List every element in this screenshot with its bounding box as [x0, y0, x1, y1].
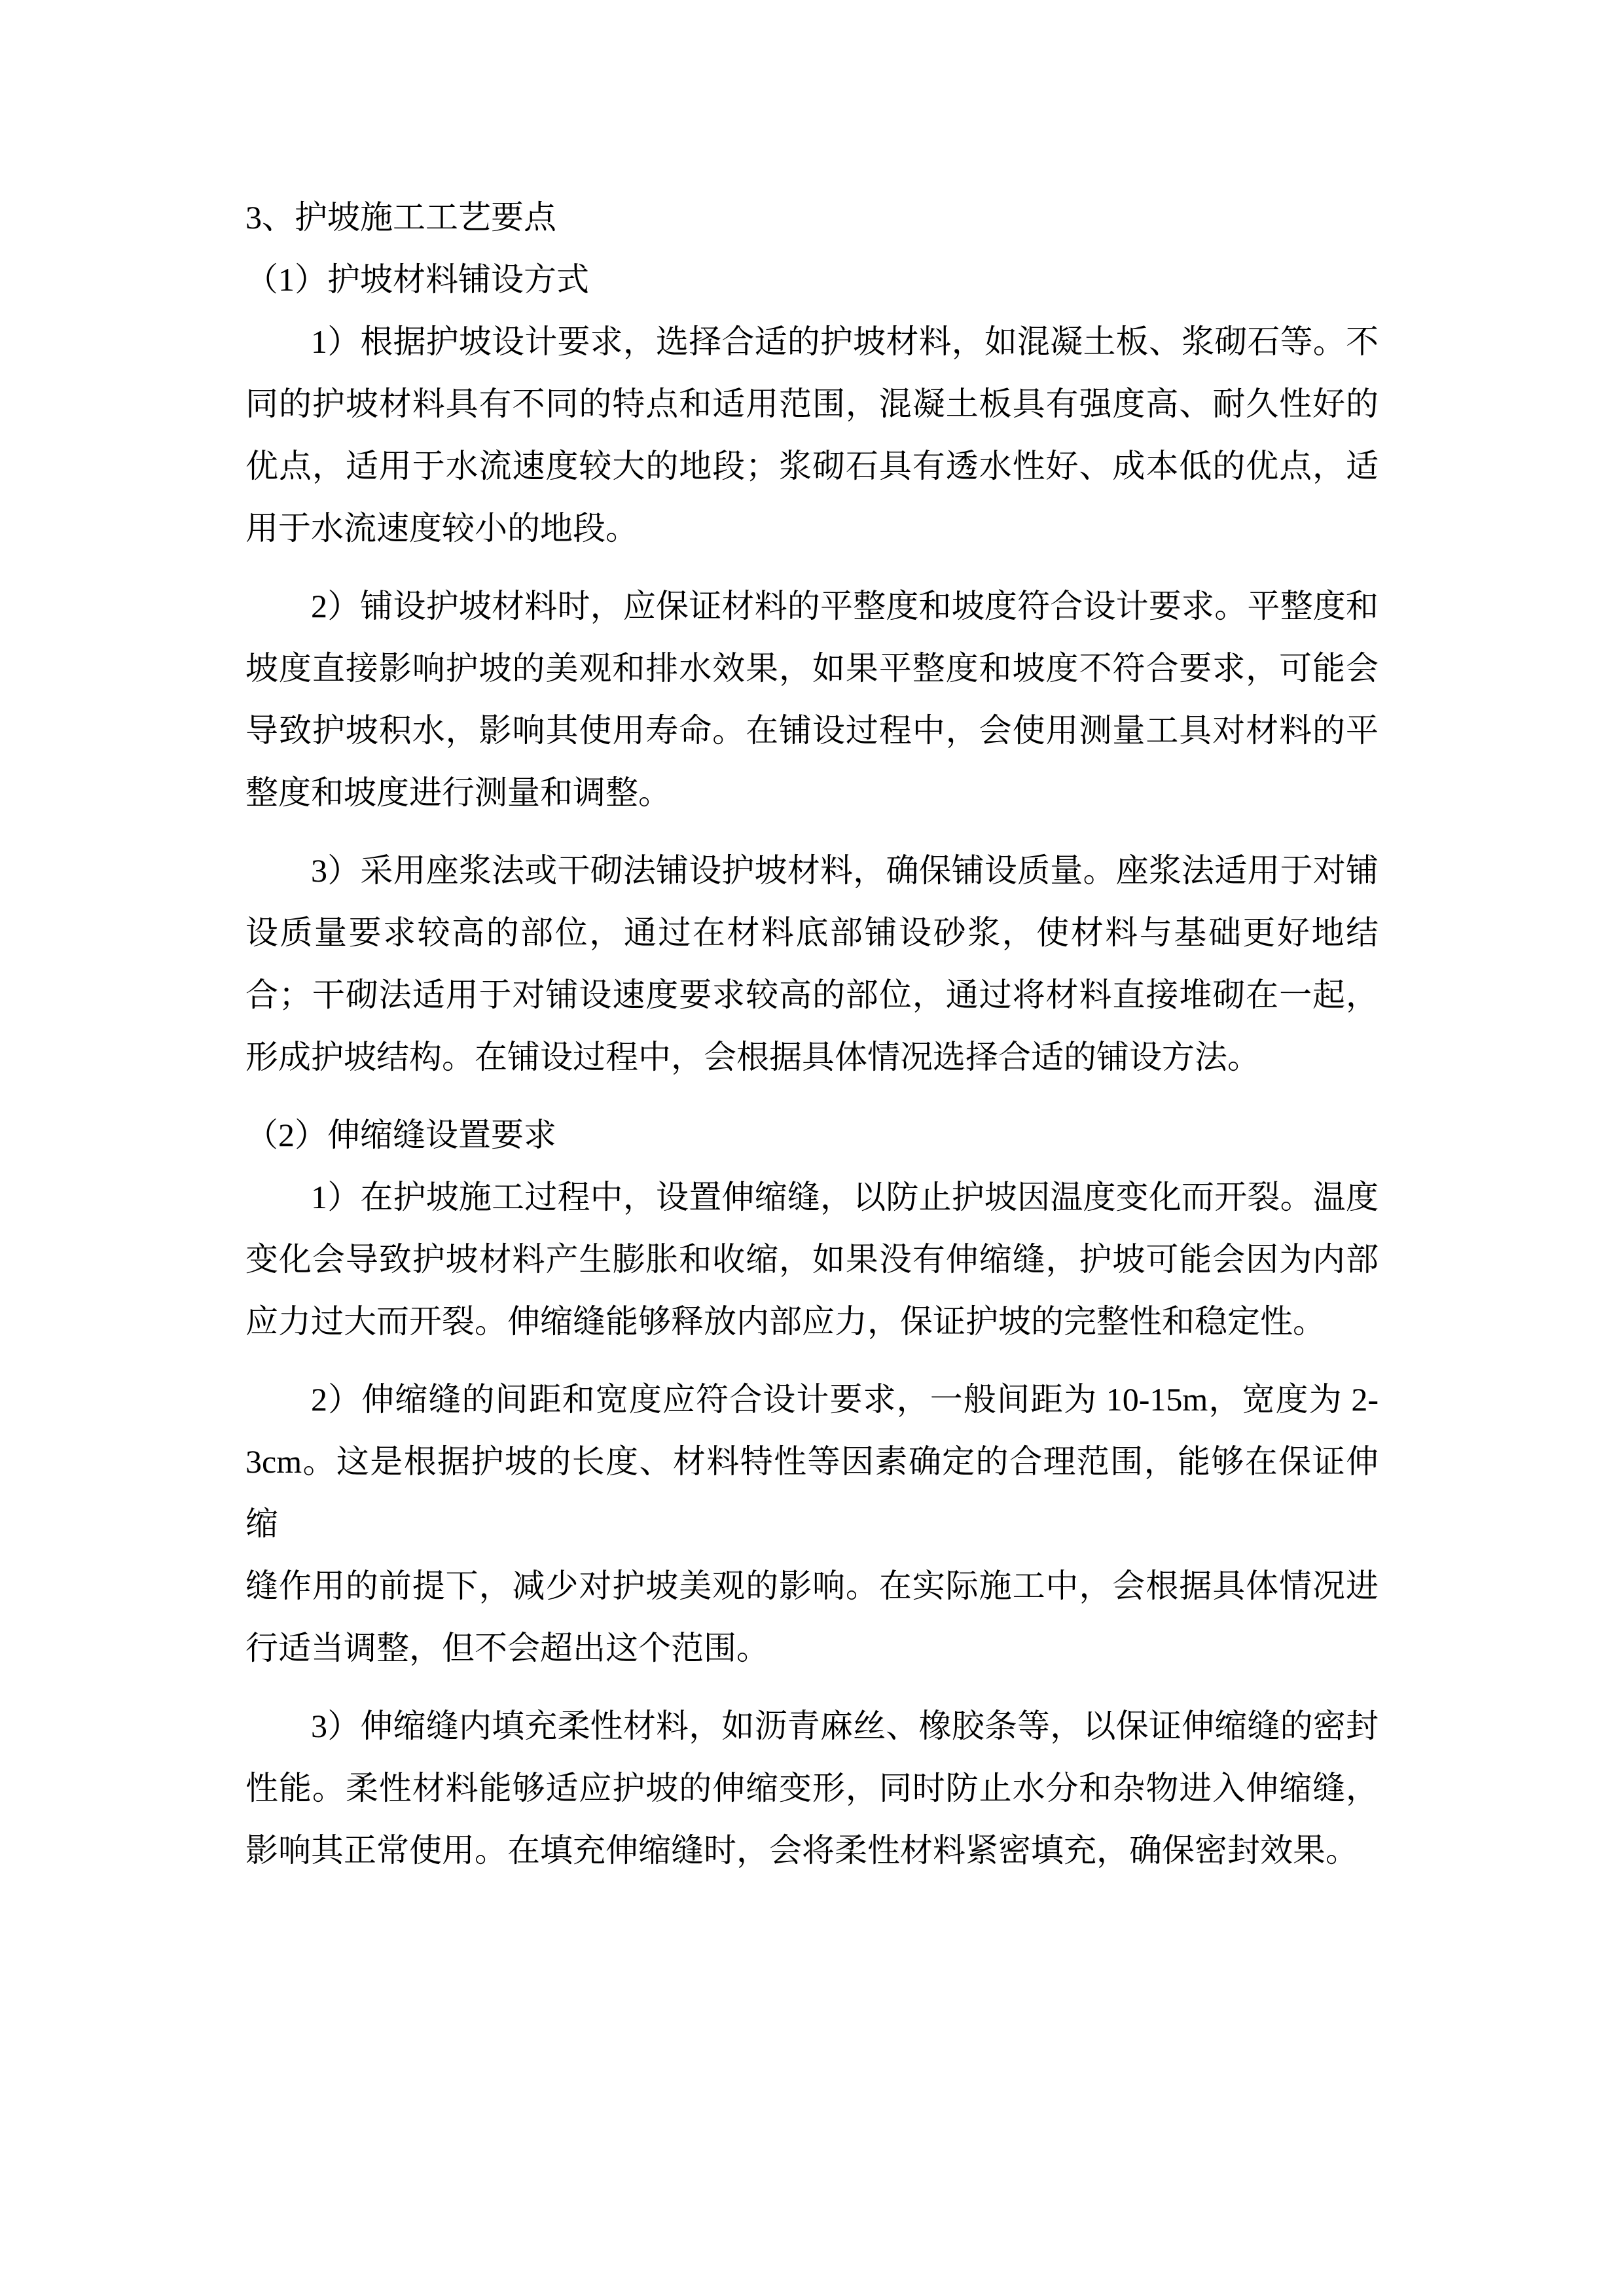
text-line: 1）根据护坡设计要求，选择合适的护坡材料，如混凝土板、浆砌石等。不 — [311, 323, 1379, 360]
text-line: 行适当调整，但不会超出这个范围。 — [245, 1630, 769, 1666]
document-page — [245, 187, 1379, 1897]
text-line: 形成护坡结构。在铺设过程中，会根据具体情况选择合适的铺设方法。 — [245, 1039, 1260, 1075]
text-line: 优点，适用于水流速度较大的地段；浆砌石具有透水性好、成本低的优点，适 — [245, 448, 1379, 484]
doc-title: 3、护坡施工工艺要点 — [245, 199, 556, 236]
text-line: 3cm。这是根据护坡的长度、材料特性等因素确定的合理范围，能够在保证伸缩 — [245, 1443, 1379, 1542]
paragraph — [245, 840, 1379, 1088]
text-line: 影响其正常使用。在填充伸缩缝时，会将柔性材料紧密填充，确保密封效果。 — [245, 1832, 1358, 1869]
text-line: 缝作用的前提下，减少对护坡美观的影响。在实际施工中，会根据具体情况进 — [245, 1568, 1379, 1604]
text-line: 设质量要求较高的部位，通过在材料底部铺设砂浆，使材料与基础更好地结 — [245, 914, 1379, 951]
text-line: 同的护坡材料具有不同的特点和适用范围，混凝土板具有强度高、耐久性好的 — [245, 386, 1379, 422]
text-line: 整度和坡度进行测量和调整。 — [245, 774, 671, 811]
text-line: 2）伸缩缝的间距和宽度应符合设计要求，一般间距为 10-15m，宽度为 2- — [311, 1381, 1379, 1418]
text-line: 用于水流速度较小的地段。 — [245, 510, 638, 547]
text-line: 3）伸缩缝内填充柔性材料，如沥青麻丝、橡胶条等，以保证伸缩缝的密封 — [311, 1708, 1379, 1744]
section-2-heading: （2）伸缩缝设置要求 — [245, 1117, 556, 1153]
text-line: 坡度直接影响护坡的美观和排水效果，如果平整度和坡度不符合要求，可能会 — [245, 650, 1379, 687]
text-line: 合；干砌法适用于对铺设速度要求较高的部位，通过将材料直接堆砌在一起， — [245, 977, 1379, 1013]
paragraph — [245, 1369, 1379, 1679]
paragraph — [245, 1695, 1379, 1882]
text-line: 变化会导致护坡材料产生膨胀和收缩，如果没有伸缩缝，护坡可能会因为内部 — [245, 1241, 1379, 1278]
paragraph — [245, 575, 1379, 824]
text-line: 应力过大而开裂。伸缩缝能够释放内部应力，保证护坡的完整性和稳定性。 — [245, 1303, 1326, 1340]
text-line: 2）铺设护坡材料时，应保证材料的平整度和坡度符合设计要求。平整度和 — [311, 588, 1379, 624]
text-line: 1）在护坡施工过程中，设置伸缩缝，以防止护坡因温度变化而开裂。温度 — [311, 1179, 1379, 1215]
text-line: 导致护坡积水，影响其使用寿命。在铺设过程中，会使用测量工具对材料的平 — [245, 712, 1379, 749]
paragraph — [245, 1166, 1379, 1353]
section-1-heading: （1）护坡材料铺设方式 — [245, 261, 589, 298]
paragraph — [245, 311, 1379, 560]
text-line: 3）采用座浆法或干砌法铺设护坡材料，确保铺设质量。座浆法适用于对铺 — [311, 852, 1379, 889]
text-line: 性能。柔性材料能够适应护坡的伸缩变形，同时防止水分和杂物进入伸缩缝， — [245, 1770, 1379, 1806]
